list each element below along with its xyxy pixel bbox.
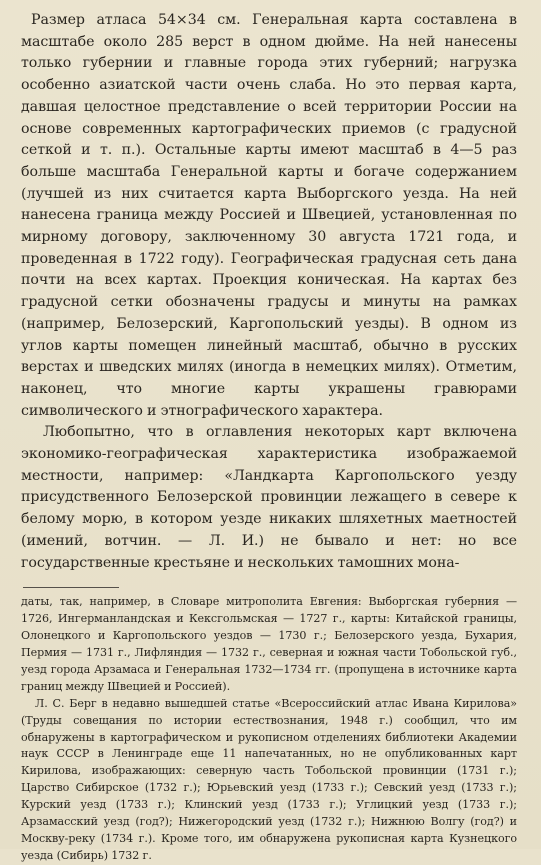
main-paragraph-1: Размер атласа 54×34 см. Генеральная карта составлена в масштабе около 285 верст в одном дюйме. На ней нанесены только губернии и главные города этих губерний; нагрузка особенно азиатской части очень слаба. Но это первая карта, давшая целостное представление о всей территории России на основе современных картографических приемов (с градусной сеткой и т. п.). Остальные карты имеют масштаб в 4—5 раз больше масштаба Генеральной карты и богаче содержанием (лучшей из них считается карта Выборгского уезда. На ней нанесена граница между Россией и Швецией, установленная по мирному договору, заключенному 30 августа 1721 года, и проведенная в 1722 году). Географическая градусная сеть дана почти на всех картах. Проекция коническая. На картах без градусной сетки обозначены градусы и минуты на рамках (например, Белозерский, Каргопольский уезды). В одном из углов карты помещен линейный масштаб, обычно в русских верстах и шведских милях (иногда в немецких милях). Отметим, наконец, что многие карты украшены гравюрами символического и этнографического характера. [21,12,517,419]
footnote-paragraph-1: даты, так, например, в Словаре митрополита Евгения: Выборгская губерния — 1726, Ингерманландская и Кексгольмская — 1727 г., карты: Китайской границы, Олонецкого и Каргопольского уездов — 1730 г.; Белозерского уезда, Бухария, Пермия — 1731 г., Лифляндия — 1732 г., северная и южная части Тобольской губ., уезд города Арзамаса и Генеральная 1732—1734 гг. (пропущена в источнике карта границ между Швецией и Россией). [21,595,517,693]
main-paragraph-2: Любопытно, что в оглавления некоторых карт включена экономико-географическая характеристика изображаемой местности, например: «Ландкарта Каргопольского уезду присудственного Белозерской провинции лежащего в севере к белому морю, в котором уезде никаких шляхетных маетностей (имений, вотчин. — Л. И.) не бывало и нет: но все государственные крестьяне и нескольких тамошних мона- [21,424,517,571]
footnote-paragraph-2: Л. С. Берг в недавно вышедшей статье «Всероссийский атлас Ивана Кирилова» (Труды совещания по истории естествознания, 1948 г.) сообщил, что им обнаружены в картографическом и рукописном отделениях библиотеки Академии наук СССР в Ленинграде еще 11 напечатанных, но не опубликованных карт Кирилова, изображающих: северную часть Тобольской провинции (1731 г.); Царство Сибирское (1732 г.); Юрьевский уезд (1733 г.); Севский уезд (1733 г.); Курский уезд (1733 г.); Клинский уезд (1733 г.); Углицкий уезд (1733 г.); Арзамасский уезд (год?); Нижегородский уезд (1732 г.); Нижнюю Волгу (год?) и Москву-реку (1734 г.). Кроме того, им обнаружена рукописная карта Кузнецкого уезда (Сибирь) 1732 г. [21,696,517,862]
footnotes [21,594,517,865]
footnote-divider [23,587,119,588]
main-text [21,10,517,574]
